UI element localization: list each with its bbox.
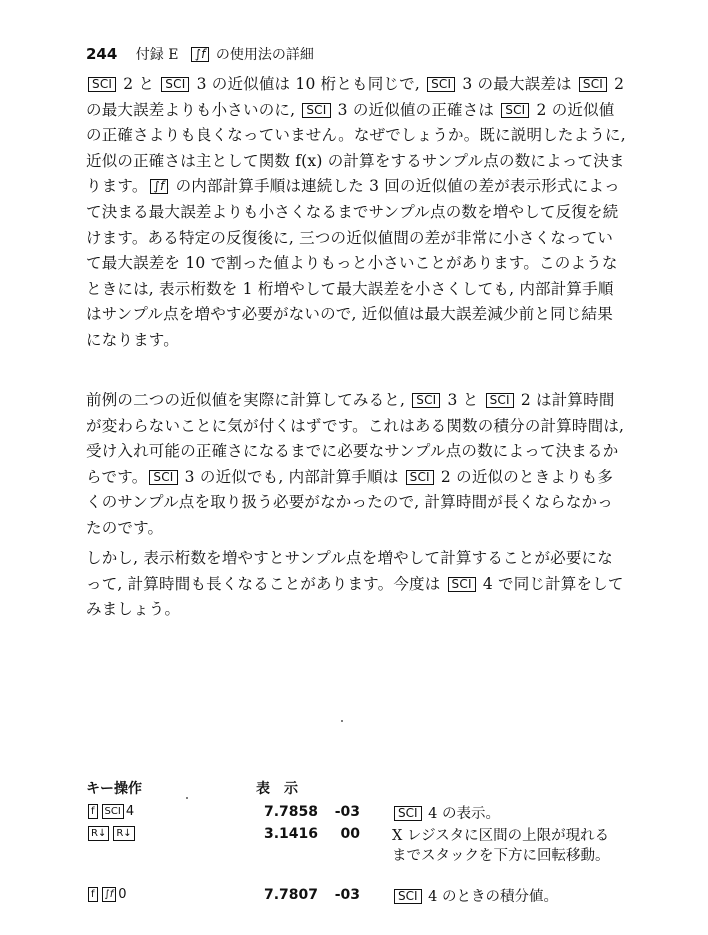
sci-key-icon: SCI xyxy=(448,577,476,592)
display-mantissa: 7.7858 xyxy=(263,804,318,820)
sci-key-icon: SCI xyxy=(394,889,422,904)
text: 前例の二つの近似値を実際に計算してみると, xyxy=(86,391,411,409)
integrate-key-icon: ∫f xyxy=(102,887,117,902)
display-exponent: -03 xyxy=(334,804,360,820)
f-key-icon: f xyxy=(88,887,98,902)
text: 2 と xyxy=(118,75,160,93)
sci-key-icon: SCI xyxy=(161,77,189,92)
sci-key-icon: SCI xyxy=(394,806,422,821)
description xyxy=(392,804,622,824)
text: 2 は計算時間が変わらないことに気が付くはずです。これはある関数の積分の計算時間は, 受け入れ可能の正確さになるまでに必要なサンプル点の数によって決まるからです。 xyxy=(86,391,625,486)
description-text: X レジスタに区間の上限が現れるまでスタックを下方に回転移動。 xyxy=(392,828,610,864)
display-exponent: 00 xyxy=(340,826,360,842)
text: 3 の近似でも, 内部計算手順は xyxy=(179,467,404,486)
description-text: 4 の表示。 xyxy=(423,806,500,822)
scan-speck xyxy=(341,720,343,722)
text: の内部計算手順は連続した 3 回の近似値の差が表示形式によって決まる最大誤差よりも小さくなるまでサンプル点の数を増やして反復を続けます。ある特定の反復後に, 三つの近似値間の差が非常に小さくなっていて最大誤差を 10 で割った値よりもっと小さいことがあります。このようなときには, 表示桁数を 1 桁増やして最大誤差を小さくしても, 内部計算手順はサンプル点を増やす必要がないので, 近似値は最大誤差減少前と同じ結果になります。 xyxy=(86,177,620,349)
description xyxy=(392,887,622,907)
key-digit: 4 xyxy=(125,804,135,819)
display-mantissa: 3.1416 xyxy=(263,826,318,842)
sci-key-icon: SCI xyxy=(302,103,330,118)
display-mantissa: 7.7807 xyxy=(263,887,318,903)
header-title: の使用法の詳細 xyxy=(215,47,314,63)
text: 2 の近似のときよりも多くのサンプル点を取り扱う必要がなかったので, 計算時間が長くならなかったのです。 xyxy=(86,467,614,537)
sci-key-icon: SCI xyxy=(102,804,124,819)
paragraph-3 xyxy=(86,546,626,623)
sci-key-icon: SCI xyxy=(88,77,116,92)
paragraph-2 xyxy=(86,388,626,542)
roll-down-key-icon: R↓ xyxy=(113,826,134,841)
description-text: 4 のときの積分値。 xyxy=(423,889,558,905)
roll-down-key-icon: R↓ xyxy=(88,826,109,841)
integrate-key-icon: ∫f xyxy=(191,47,209,62)
sci-key-icon: SCI xyxy=(406,470,434,485)
column-header-keys: キー操作 xyxy=(86,781,142,797)
sci-key-icon: SCI xyxy=(579,77,607,92)
sci-key-icon: SCI xyxy=(501,103,529,118)
f-key-icon: f xyxy=(88,804,98,819)
text: 3 の最大誤差は xyxy=(457,75,577,93)
text: 4 で同じ計算をしてみましょう。 xyxy=(86,574,624,619)
display-exponent: -03 xyxy=(334,887,360,903)
scan-speck xyxy=(186,797,188,799)
text: 3 と xyxy=(442,391,484,409)
sci-key-icon: SCI xyxy=(412,393,440,408)
page-number: 244 xyxy=(86,45,118,63)
description xyxy=(392,826,622,866)
key-sequence xyxy=(86,804,134,819)
key-sequence xyxy=(86,826,137,841)
page-header xyxy=(86,44,314,64)
sci-key-icon: SCI xyxy=(427,77,455,92)
column-header-display: 表 示 xyxy=(256,781,298,797)
text: しかし, 表示桁数を増やすとサンプル点を増やして計算することが必要になって, 計算時間も長くなることがあります。今度は xyxy=(86,549,613,593)
key-digit: 0 xyxy=(118,887,127,902)
text: 3 の近似値は 10 桁とも同じで, xyxy=(191,75,426,93)
text: 3 の近似値の正確さは xyxy=(332,100,500,119)
key-sequence xyxy=(86,887,127,902)
appendix-label: 付録 E xyxy=(135,47,179,63)
text: 2 の最大誤差よりも小さいのに, xyxy=(86,75,625,119)
sci-key-icon: SCI xyxy=(149,470,177,485)
sci-key-icon: SCI xyxy=(486,393,514,408)
paragraph-1 xyxy=(86,72,626,354)
integrate-key-icon: ∫f xyxy=(150,179,169,194)
text: 2 の近似値の正確さよりも良くなっていません。なぜでしょうか。既に説明したように, 近似の正確さは主として関数 f(x) の計算をするサンプル点の数によって決まります。 xyxy=(86,100,626,196)
